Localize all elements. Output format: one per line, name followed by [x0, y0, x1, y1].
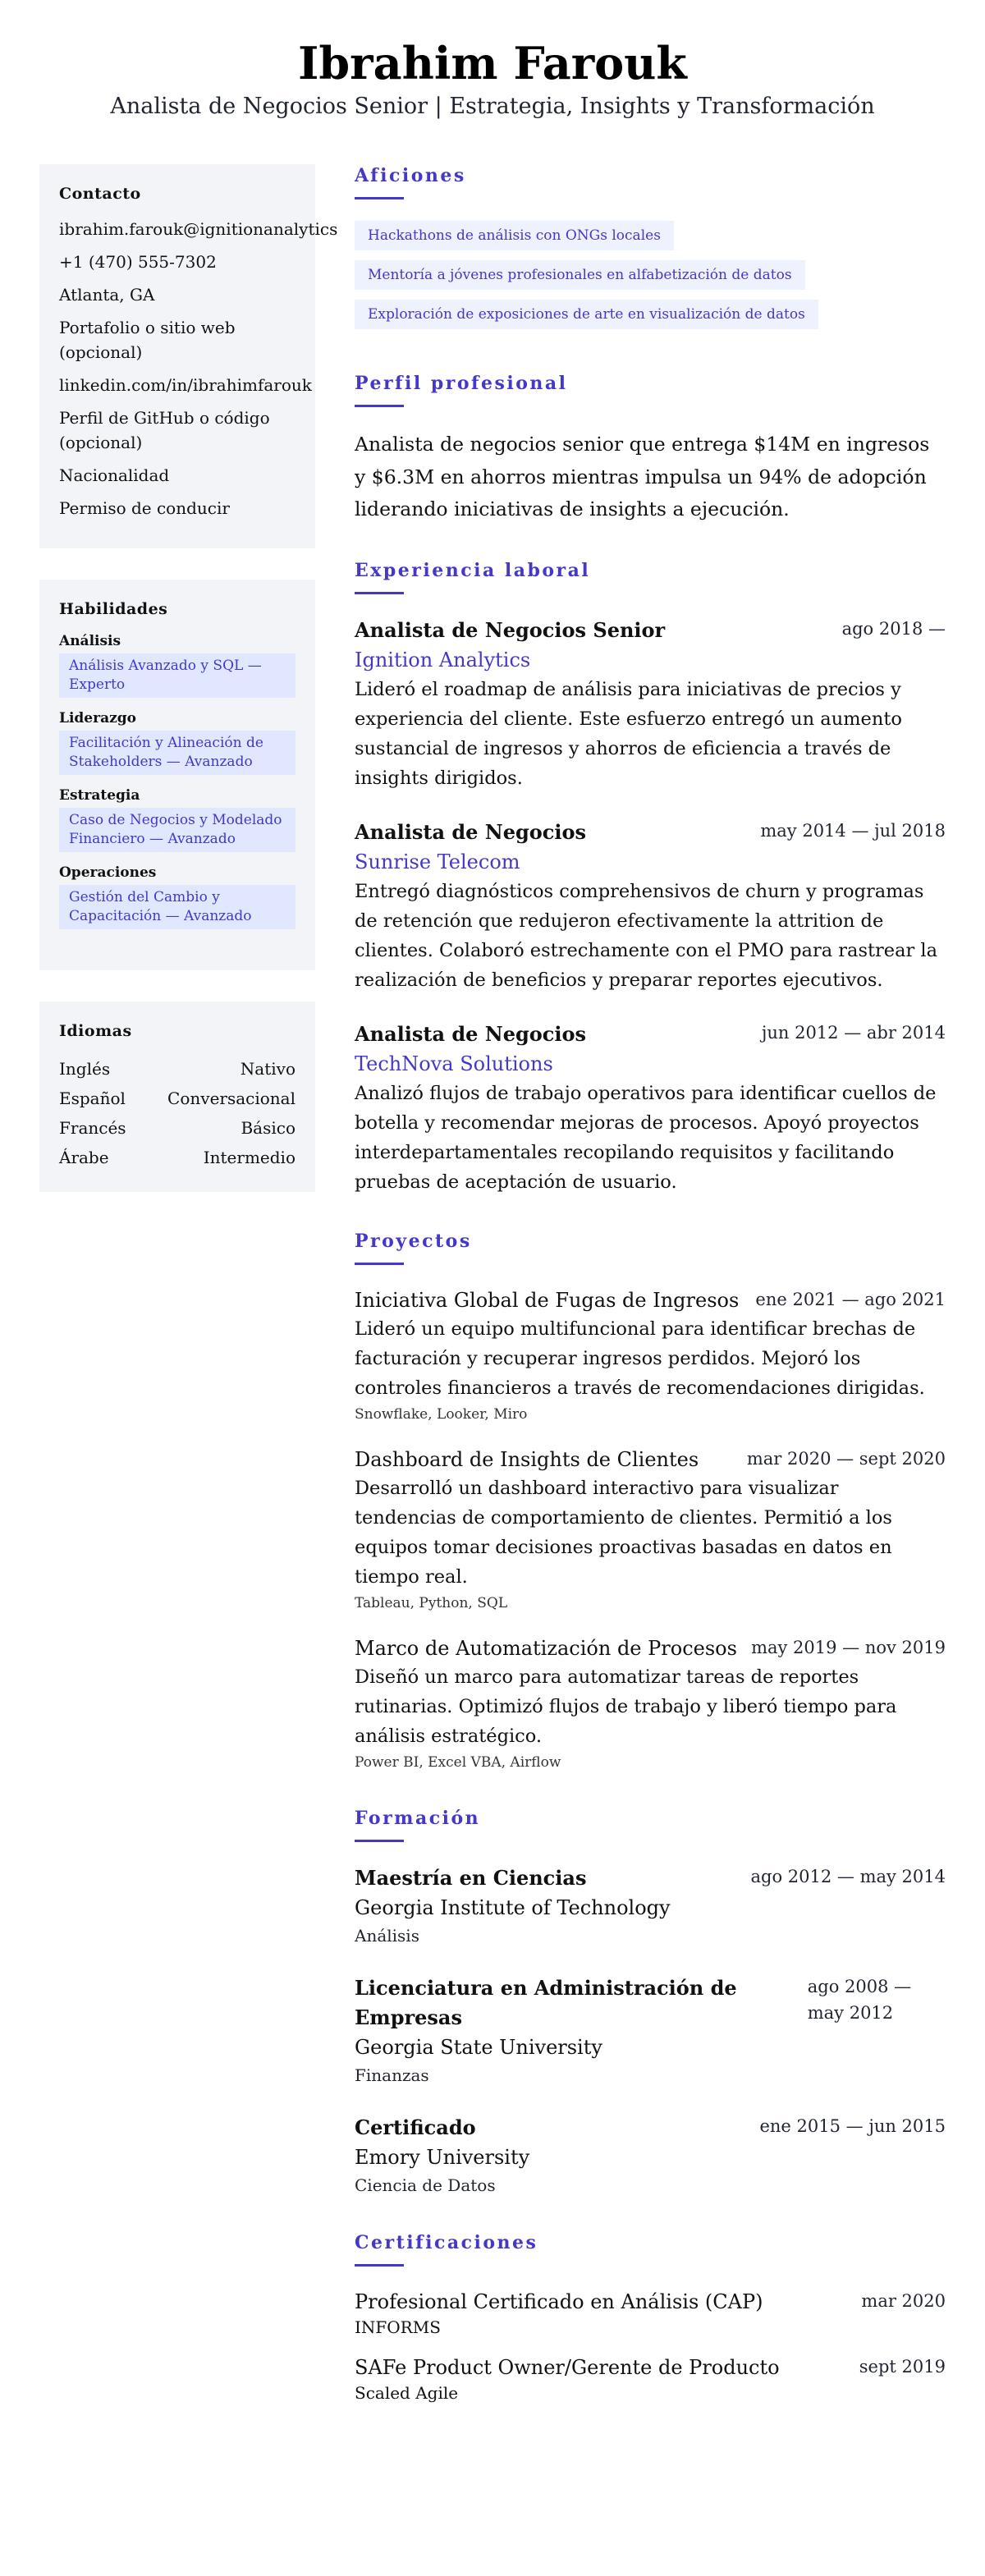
hobby-tag: Mentoría a jóvenes profesionales en alfabetización de datos [355, 260, 805, 290]
job-description: Entregó diagnósticos comprehensivos de churn y programas de retención que redujeron efectivamente la attrition de clientes. Colaboró estrechamente con el PMO para rastrear la realización de beneficios y preparar reportes ejecutivos. [355, 880, 938, 991]
language-level: Conversacional [167, 1089, 296, 1108]
language-level: Nativo [240, 1059, 296, 1079]
job-entry [355, 616, 946, 793]
degree-title: Licenciatura en Administración de Empresas [355, 1975, 737, 2029]
job-entry [355, 1020, 946, 1197]
skill-tag: Análisis Avanzado y SQL — Experto [59, 653, 296, 698]
section-divider [355, 592, 404, 594]
certification-org: Scaled Agile [355, 2382, 459, 2403]
certification-name: Profesional Certificado en Análisis (CAP) [355, 2290, 763, 2313]
hobbies-section [355, 164, 946, 339]
job-entry [355, 818, 946, 995]
school-name: Georgia Institute of Technology [355, 1895, 671, 1919]
language-name: Árabe [59, 1148, 109, 1167]
language-name: Francés [59, 1118, 126, 1138]
languages-title: Idiomas [59, 1022, 132, 1040]
school-name: Georgia State University [355, 2035, 602, 2059]
job-description: Analizó flujos de trabajo operativos para identificar cuellos de botella y recomendar mejoras de procesos. Apoyó proyectos interdepartamentales recopilando requisitos y facilitando pruebas de aceptación de usuario. [355, 1082, 937, 1193]
contact-license: Permiso de conducir [59, 498, 230, 518]
education-date: ago 2008 — may 2012 [807, 1976, 912, 2023]
job-company: Ignition Analytics [355, 648, 531, 672]
project-date: ene 2021 — ago 2021 [755, 1289, 946, 1309]
certification-entry [355, 2354, 946, 2404]
job-date: may 2014 — jul 2018 [760, 820, 946, 841]
project-description: Lideró un equipo multifuncional para identificar brechas de facturación y recuperar ingresos perdidos. Mejoró los controles financieros a través de recomendaciones dirigidas. [355, 1318, 925, 1399]
project-date: may 2019 — nov 2019 [751, 1637, 946, 1657]
job-description: Lideró el roadmap de análisis para iniciativas de precios y experiencia del cliente. Este esfuerzo entregó un aumento sustancial de ingresos y ahorros de eficiencia a través de insights dirigidos. [355, 678, 902, 789]
project-entry [355, 1286, 946, 1426]
profile-text: Analista de negocios senior que entrega $14M en ingresos y $6.3M en ahorros mientras impulsa un 94% de adopción liderando iniciativas de insights a ejecución. [355, 433, 930, 520]
section-divider [355, 1263, 404, 1265]
language-row [59, 1084, 296, 1113]
contact-linkedin[interactable]: linkedin.com/in/ibrahimfarouk [59, 375, 312, 395]
languages-card [39, 1002, 315, 1192]
project-entry [355, 1634, 946, 1774]
project-title: Marco de Automatización de Procesos [355, 1636, 737, 1660]
field-of-study: Análisis [355, 1925, 419, 1946]
section-title: Formación [355, 1807, 481, 1829]
job-title: Analista de Negocios Senior [355, 617, 666, 642]
job-company: TechNova Solutions [355, 1052, 553, 1075]
certification-date: sept 2019 [859, 2356, 946, 2377]
experience-section [355, 559, 946, 1197]
skill-category: Liderazgo [59, 710, 136, 727]
job-date: jun 2012 — abr 2014 [761, 1022, 946, 1043]
candidate-subtitle: Analista de Negocios Senior | Estrategia, Insights y Transformación [110, 94, 875, 119]
language-row [59, 1054, 296, 1084]
skill-category: Estrategia [59, 787, 140, 804]
contact-email[interactable]: ibrahim.farouk@ignitionanalytics [59, 219, 338, 239]
language-level: Intermedio [203, 1148, 296, 1167]
skill-tag: Facilitación y Alineación de Stakeholders — Avanzado [59, 731, 296, 775]
hobby-tag: Hackathons de análisis con ONGs locales [355, 221, 674, 250]
project-description: Desarrolló un dashboard interactivo para visualizar tendencias de comportamiento de clientes. Permitió a los equipos tomar decisiones proactivas basadas en datos en tiempo real. [355, 1477, 892, 1588]
project-title: Iniciativa Global de Fugas de Ingresos [355, 1288, 740, 1312]
education-entry [355, 1973, 946, 2088]
project-tech: Snowflake, Looker, Miro [355, 1405, 528, 1423]
sidebar [39, 164, 338, 2437]
certification-name: SAFe Product Owner/Gerente de Producto [355, 2355, 780, 2379]
certification-entry [355, 2288, 946, 2339]
job-title: Analista de Negocios [355, 1021, 587, 1046]
education-date: ene 2015 — jun 2015 [759, 2115, 946, 2136]
contact-nationality: Nacionalidad [59, 465, 170, 485]
section-divider [355, 2264, 404, 2267]
project-entry [355, 1446, 946, 1615]
main-content [355, 164, 946, 2437]
project-tech: Power BI, Excel VBA, Airflow [355, 1753, 561, 1771]
certification-org: INFORMS [355, 2317, 441, 2337]
skills-card [39, 580, 315, 970]
section-divider [355, 1840, 404, 1842]
contact-phone[interactable]: +1 (470) 555-7302 [59, 252, 217, 272]
section-title: Aficiones [355, 165, 466, 186]
field-of-study: Ciencia de Datos [355, 2175, 496, 2195]
contact-github[interactable]: Perfil de GitHub o código (opcional) [59, 408, 270, 452]
degree-title: Certificado [355, 2115, 476, 2139]
profile-section [355, 372, 946, 526]
skill-category: Operaciones [59, 864, 157, 881]
skill-category: Análisis [59, 633, 121, 649]
projects-section [355, 1230, 946, 1774]
project-title: Dashboard de Insights de Clientes [355, 1447, 699, 1471]
certification-date: mar 2020 [861, 2290, 946, 2311]
school-name: Emory University [355, 2145, 530, 2169]
skill-tag: Caso de Negocios y Modelado Financiero — Avanzado [59, 808, 296, 852]
skill-tag: Gestión del Cambio y Capacitación — Avanzado [59, 885, 296, 929]
skills-title: Habilidades [59, 600, 168, 618]
section-title: Proyectos [355, 1230, 472, 1252]
degree-title: Maestría en Ciencias [355, 1865, 587, 1890]
education-section [355, 1807, 946, 2198]
hobby-tag: Exploración de exposiciones de arte en visualización de datos [355, 300, 818, 329]
contact-portfolio[interactable]: Portafolio o sitio web (opcional) [59, 318, 236, 362]
section-title: Perfil profesional [355, 373, 568, 394]
section-divider [355, 405, 404, 407]
job-title: Analista de Negocios [355, 819, 587, 844]
language-row [59, 1113, 296, 1143]
section-divider [355, 197, 404, 199]
job-date: ago 2018 — [841, 618, 946, 639]
project-date: mar 2020 — sept 2020 [746, 1448, 946, 1469]
section-title: Experiencia laboral [355, 559, 591, 581]
section-title: Certificaciones [355, 2231, 538, 2253]
contact-card [39, 164, 338, 548]
project-description: Diseñó un marco para automatizar tareas de reportes rutinarias. Optimizó flujos de trabajo y liberó tiempo para análisis estratégico. [355, 1666, 897, 1747]
contact-location: Atlanta, GA [59, 285, 155, 305]
candidate-name: Ibrahim Farouk [298, 37, 687, 89]
resume-header [0, 0, 985, 164]
contact-title: Contacto [59, 185, 141, 203]
certifications-section [355, 2231, 946, 2404]
job-company: Sunrise Telecom [355, 850, 520, 873]
project-tech: Tableau, Python, SQL [355, 1594, 508, 1611]
language-row [59, 1143, 296, 1172]
language-level: Básico [241, 1118, 296, 1138]
education-entry [355, 1863, 946, 1949]
education-entry [355, 2113, 946, 2198]
education-date: ago 2012 — may 2014 [750, 1866, 946, 1886]
field-of-study: Finanzas [355, 2065, 429, 2085]
language-name: Español [59, 1089, 126, 1108]
language-name: Inglés [59, 1059, 111, 1079]
